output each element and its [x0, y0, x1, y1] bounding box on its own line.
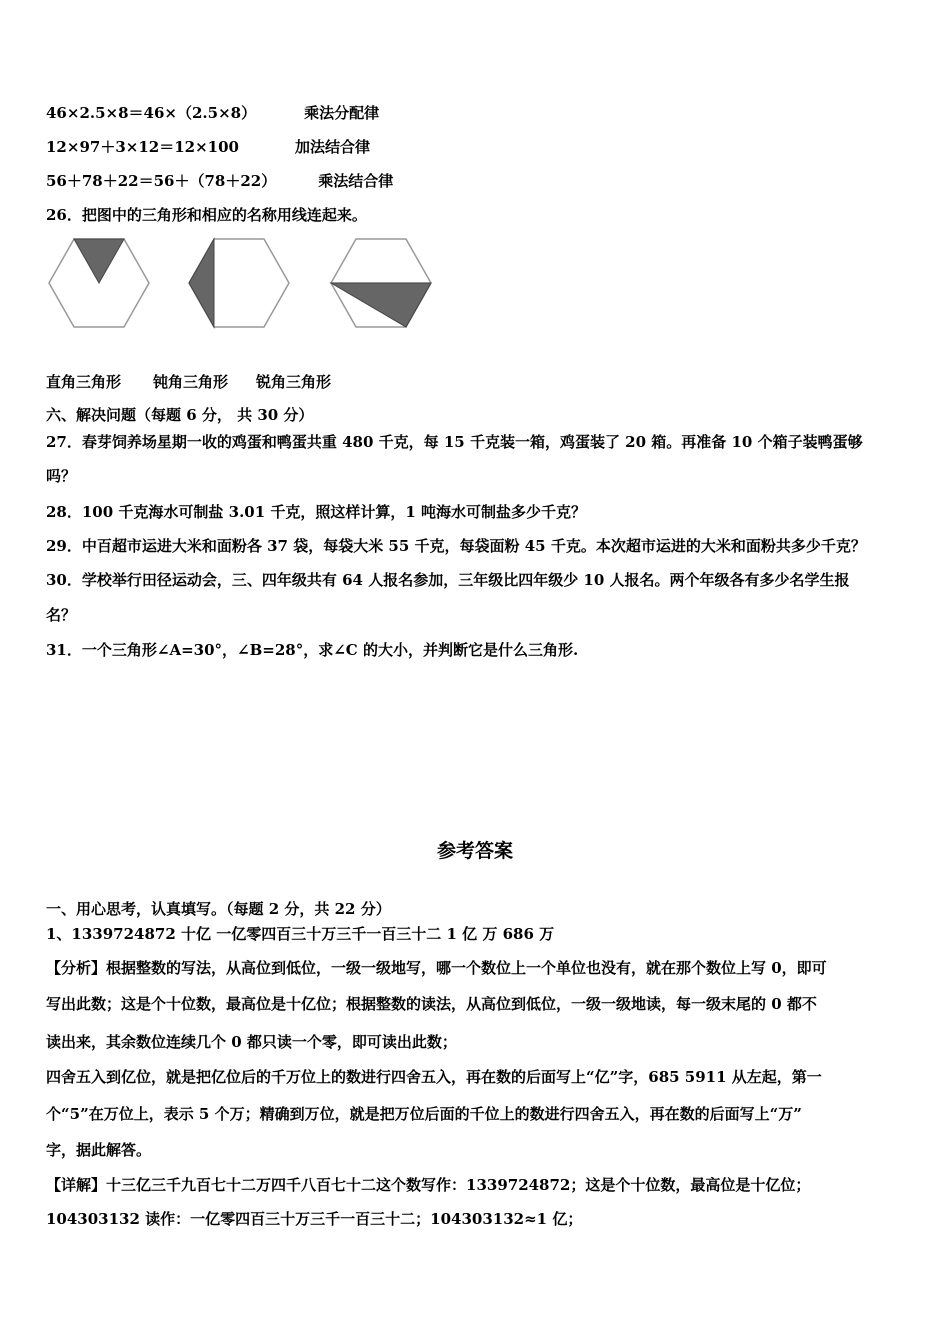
analysis-line-5: 个“5”在万位上，表示 5 个万；精确到万位，就是把万位后面的千位上的数进行四舍五入，再在数的后面写上“万” — [46, 1105, 802, 1123]
law-expr: 46×2.5×8＝46×（2.5×8） — [46, 104, 257, 122]
law-name: 加法结合律 — [294, 138, 370, 156]
hexagon-figure-1 — [46, 236, 152, 330]
answer-section-1-heading: 一、用心思考，认真填写。（每题 2 分，共 22 分） — [46, 900, 391, 918]
analysis-line-3: 读出来，其余数位连续几个 0 都只读一个零，即可读出此数； — [46, 1033, 457, 1051]
question-27-line-2: 吗？ — [46, 467, 77, 485]
detail-line-1: 【详解】十三亿三千九百七十二万四千八百七十二这个数写作：1339724872；这是个十位数，最高位是十亿位； — [46, 1176, 811, 1194]
law-name: 乘法分配律 — [304, 104, 380, 122]
question-26: 26．把图中的三角形和相应的名称用线连起来。 — [46, 206, 367, 224]
law-expr: 56＋78＋22＝56＋（78＋22） — [46, 172, 277, 190]
law-line-3 — [46, 171, 393, 191]
question-30-line-2: 名？ — [46, 606, 77, 624]
section-6-heading: 六、解决问题（每题 6 分， 共 30 分） — [46, 406, 314, 424]
shaded-triangle — [189, 239, 214, 327]
law-expr: 12×97＋3×12＝12×100 — [46, 138, 239, 156]
analysis-line-4: 四舍五入到亿位，就是把亿位后的千万位上的数进行四舍五入，再在数的后面写上“亿”字，685 5911 从左起，第一 — [46, 1068, 822, 1086]
law-name: 乘法结合律 — [318, 172, 394, 190]
answer-1: 1、1339724872 十亿 一亿零四百三十万三千一百三十二 1 亿 万 686 万 — [46, 925, 555, 943]
law-line-1 — [46, 103, 379, 123]
analysis-line-2: 写出此数；这是个十位数，最高位是十亿位；根据整数的读法，从高位到低位，一级一级地读，每一级末尾的 0 都不 — [46, 995, 817, 1013]
triangle-names — [46, 372, 331, 392]
hexagon-figure-2 — [186, 236, 292, 330]
question-31: 31．一个三角形∠A=30°，∠B=28°，求∠C 的大小，并判断它是什么三角形. — [46, 641, 579, 659]
triangle-name: 锐角三角形 — [256, 373, 332, 391]
question-27-line-1: 27．春芽饲养场星期一收的鸡蛋和鸭蛋共重 480 千克，每 15 千克装一箱，鸡蛋装了 20 箱。再准备 10 个箱子装鸭蛋够 — [46, 433, 863, 451]
question-30-line-1: 30．学校举行田径运动会，三、四年级共有 64 人报名参加，三年级比四年级少 10 人报名。两个年级各有多少名学生报 — [46, 571, 850, 589]
question-29: 29．中百超市运进大米和面粉各 37 袋，每袋大米 55 千克，每袋面粉 45 千克。本次超市运进的大米和面粉共多少千克？ — [46, 537, 866, 555]
law-line-2 — [46, 137, 370, 157]
answer-title: 参考答案 — [436, 840, 513, 862]
analysis-line-6: 字，据此解答。 — [46, 1141, 152, 1159]
analysis-line-1: 【分析】根据整数的写法，从高位到低位，一级一级地写，哪一个数位上一个单位也没有，就在那个数位上写 0，即可 — [46, 959, 827, 977]
question-28: 28．100 千克海水可制盐 3.01 千克，照这样计算，1 吨海水可制盐多少千克？ — [46, 503, 587, 521]
triangle-name: 钝角三角形 — [153, 373, 229, 391]
hexagon-figure-3 — [328, 236, 434, 330]
triangle-name: 直角三角形 — [46, 373, 122, 391]
detail-line-2: 104303132 读作：一亿零四百三十万三千一百三十二；104303132≈1 亿； — [46, 1210, 583, 1228]
